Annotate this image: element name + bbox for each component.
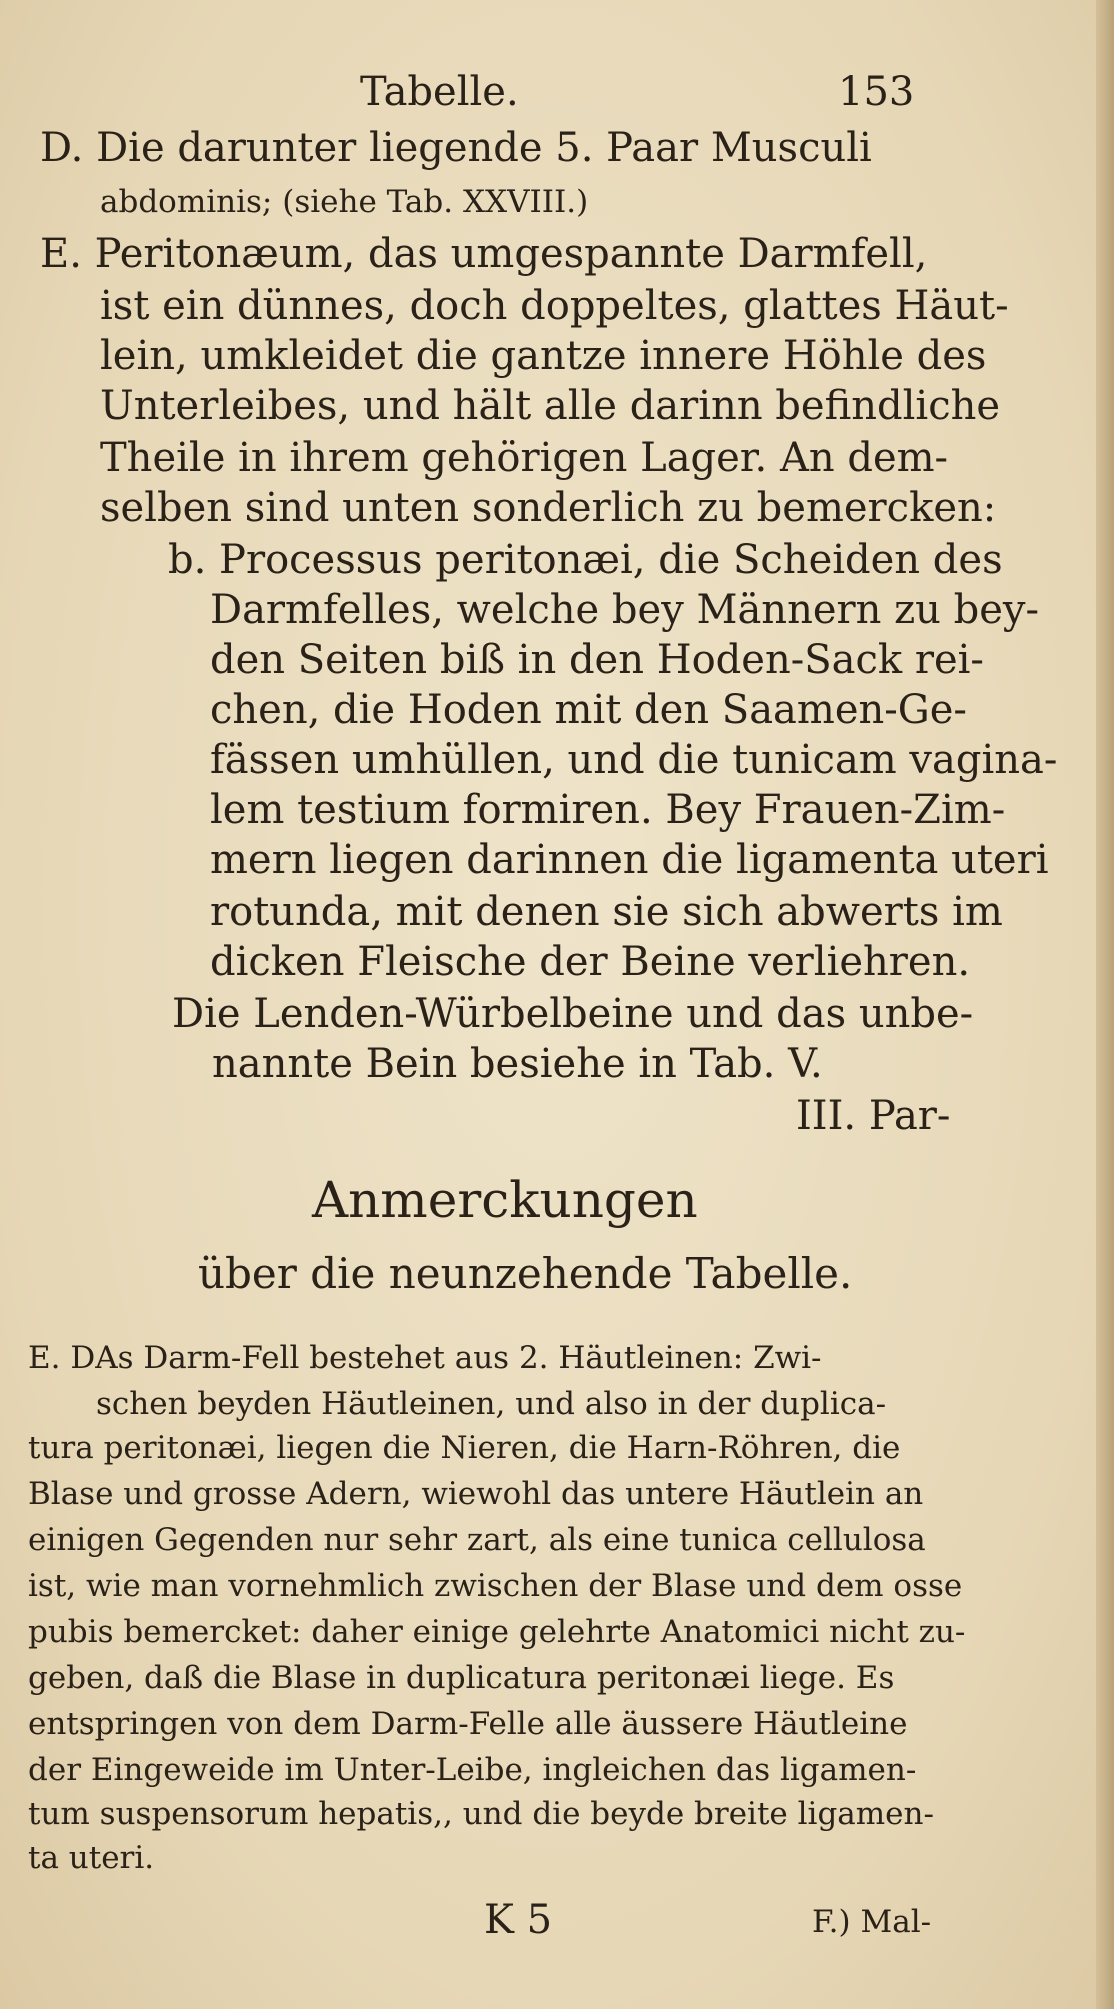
text-line: chen, die Hoden mit den Saamen-Ge- [210, 687, 967, 733]
text-line: b. Processus peritonæi, die Scheiden des [168, 537, 1003, 583]
annotations-subheading: über die neunzehende Tabelle. [198, 1249, 853, 1298]
text-line: nannte Bein besiehe in Tab. V. [212, 1041, 823, 1087]
running-title: Tabelle. [360, 69, 519, 115]
text-line: D. Die darunter liegende 5. Paar Musculi [40, 125, 872, 171]
text-line: den Seiten biß in den Hoden-Sack rei- [210, 637, 984, 683]
text-line: rotunda, mit denen sie sich abwerts im [210, 889, 1003, 935]
text-line: ist, wie man vornehmlich zwischen der Blase und dem osse [28, 1568, 963, 1604]
text-line: einigen Gegenden nur sehr zart, als eine tunica cellulosa [28, 1522, 926, 1558]
text-line: lem testium formiren. Bey Frauen-Zim- [210, 787, 1006, 833]
text-line: Darmfelles, welche bey Männern zu bey- [210, 587, 1040, 633]
text-line: geben, daß die Blase in duplicatura peritonæi liege. Es [28, 1660, 895, 1696]
text-line: tura peritonæi, liegen die Nieren, die Harn-Röhren, die [28, 1430, 901, 1466]
annotations-heading: Anmerckungen [312, 1171, 698, 1229]
page-number: 153 [838, 69, 915, 115]
footer-catchword: F.) Mal- [812, 1904, 932, 1940]
text-line: tum suspensorum hepatis,, und die beyde breite ligamen- [28, 1796, 934, 1832]
text-line: ta uteri. [28, 1840, 155, 1876]
text-line: der Eingeweide im Unter-Leibe, ingleichen das ligamen- [28, 1752, 917, 1788]
text-line: entspringen von dem Darm-Felle alle äussere Häutleine [28, 1706, 908, 1742]
text-line: dicken Fleische der Beine verliehren. [210, 939, 971, 985]
text-line: pubis bemercket: daher einige gelehrte Anatomici nicht zu- [28, 1614, 966, 1650]
text-line: Die Lenden-Würbelbeine und das unbe- [172, 991, 974, 1037]
catchword: III. Par- [796, 1093, 951, 1139]
text-line: E. DAs Darm-Fell bestehet aus 2. Häutleinen: Zwi- [28, 1340, 822, 1376]
text-line: Theile in ihrem gehörigen Lager. An dem- [100, 435, 949, 481]
text-line: E. Peritonæum, das umgespannte Darmfell, [40, 231, 928, 277]
text-line: Blase und grosse Adern, wiewohl das untere Häutlein an [28, 1476, 924, 1512]
text-line: mern liegen darinnen die ligamenta uteri [210, 837, 1049, 883]
text-line: ist ein dünnes, doch doppeltes, glattes Häut- [100, 283, 1009, 329]
page-gutter [1096, 0, 1114, 2009]
text-line: lein, umkleidet die gantze innere Höhle des [100, 333, 987, 379]
text-line: fässen umhüllen, und die tunicam vagina- [210, 737, 1058, 783]
signature-mark: K 5 [484, 1897, 553, 1943]
text-line: Unterleibes, und hält alle darinn befindliche [100, 383, 1001, 429]
text-line: selben sind unten sonderlich zu bemercken: [100, 485, 997, 531]
text-line: schen beyden Häutleinen, und also in der duplica- [96, 1386, 887, 1422]
text-line: abdominis; (siehe Tab. XXVIII.) [100, 184, 589, 220]
